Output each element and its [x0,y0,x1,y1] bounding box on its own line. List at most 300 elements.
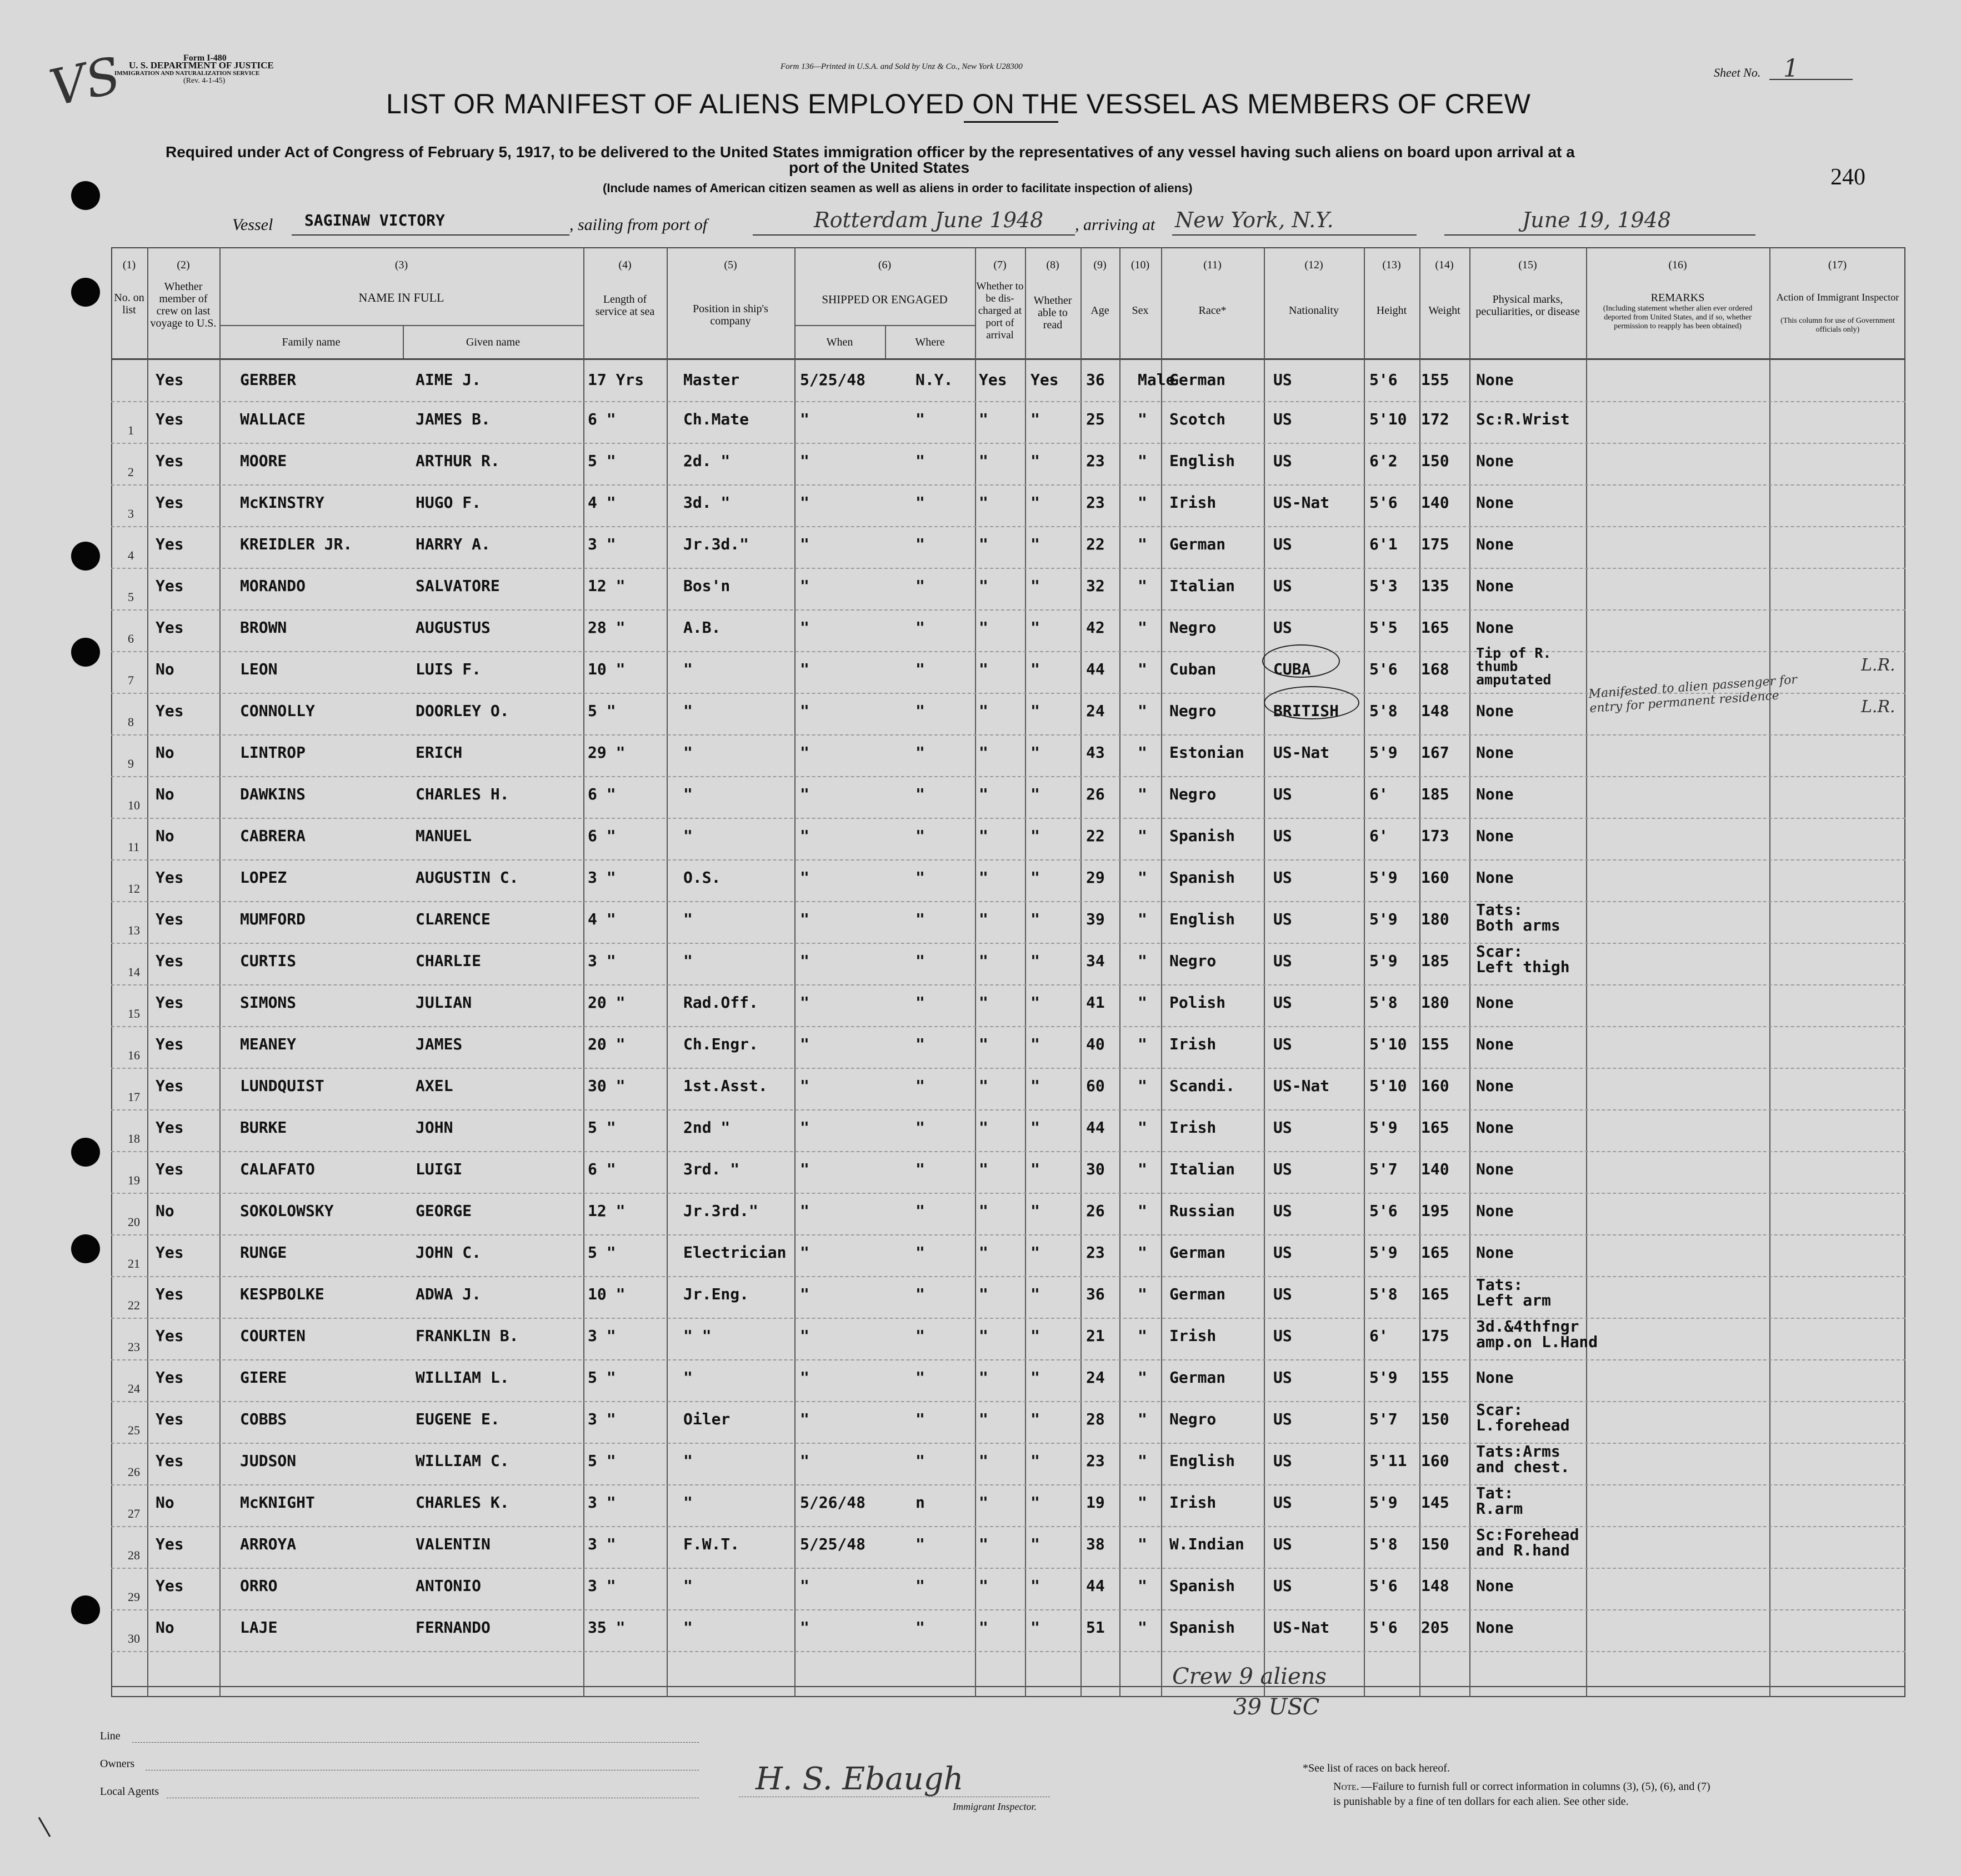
header-length-of-service: Length of service at sea [595,293,655,318]
shipped-where-cell: " [916,827,925,845]
position-cell: " [683,1577,693,1595]
shipped-where-cell: " [916,493,925,512]
shipped-where-cell: " [916,1077,925,1095]
header-height: Height [1376,304,1407,317]
physical-marks-cell: 3d.&4thfngr amp.on L.Hand [1476,1317,1598,1351]
physical-marks-cell: None [1476,1118,1514,1137]
service-length-cell: 3 " [588,1327,616,1345]
crew-last-voyage-cell: Yes [156,1118,184,1137]
crew-last-voyage-cell: Yes [156,1243,184,1262]
shipped-where-cell: " [916,1368,925,1387]
height-cell: 5'9 [1369,1368,1398,1387]
service-length-cell: 30 " [588,1077,626,1095]
nationality-cell: US [1273,618,1292,637]
nationality-cell: US [1273,535,1292,553]
weight-cell: 155 [1421,1368,1449,1387]
sex-cell: " [1138,827,1147,845]
punch-hole [71,638,100,667]
table-row [111,608,1905,650]
header-sex: Sex [1132,304,1149,317]
height-cell: 6' [1369,827,1388,845]
vessel-underline [292,234,569,236]
family-name-cell: MORANDO [240,577,306,595]
race-cell: Irish [1169,1118,1217,1137]
age-cell: 39 [1086,910,1105,928]
able-to-read-cell: " [1030,577,1040,595]
age-cell: 44 [1086,1118,1105,1137]
remarks-handwritten-note: Manifested to alien passenger for entry for permanent residence [1588,673,1798,716]
row-number: 11 [128,840,140,854]
height-cell: 5'6 [1369,493,1398,512]
sex-cell: " [1138,1577,1147,1595]
punch-hole [71,1234,100,1263]
physical-marks-cell: Tats:Arms and chest. [1476,1442,1570,1476]
table-row [111,817,1905,858]
discharged-cell: " [979,910,988,928]
col-num-4: (4) [618,259,632,271]
header-weight: Weight [1428,304,1460,317]
service-length-cell: 10 " [588,1285,626,1303]
shipped-when-cell: " [800,535,809,553]
nationality-cell: US [1273,785,1292,803]
col-num-15: (15) [1518,259,1537,271]
header-family-name: Family name [282,336,341,348]
shipped-where-cell: " [916,1285,925,1303]
given-name-cell: FERNANDO [416,1618,491,1637]
physical-marks-cell: None [1476,493,1514,512]
race-cell: Negro [1169,952,1217,970]
family-name-cell: JUDSON [240,1452,297,1470]
weight-cell: 148 [1421,702,1449,720]
physical-marks-cell: None [1476,452,1514,470]
punch-hole [71,1138,100,1167]
form-service: IMMIGRATION AND NATURALIZATION SERVICE [114,70,260,77]
race-cell: German [1169,535,1226,553]
nationality-cell: US [1273,1243,1292,1262]
weight-cell: 160 [1421,1077,1449,1095]
able-to-read-cell: " [1030,1243,1040,1262]
shipped-when-cell: " [800,1285,809,1303]
given-name-cell: JAMES [416,1035,463,1053]
cuba-circle [1262,644,1340,678]
sex-cell: " [1138,1410,1147,1428]
sex-cell: " [1138,1077,1147,1095]
family-name-cell: BROWN [240,618,287,637]
race-cell: Irish [1169,493,1217,512]
able-to-read-cell: " [1030,743,1040,762]
punch-hole [71,181,100,210]
crew-summary-note: Crew 9 aliens [1172,1664,1327,1689]
crew-last-voyage-cell: No [156,1202,174,1220]
crew-last-voyage-cell: Yes [156,1452,184,1470]
race-cell: Irish [1169,1327,1217,1345]
height-cell: 5'5 [1369,618,1398,637]
height-cell: 5'10 [1369,1077,1407,1095]
row-number: 27 [128,1507,140,1520]
shipped-when-cell: " [800,1118,809,1137]
shipped-where-cell: " [916,1118,925,1137]
header-name-in-full: NAME IN FULL [358,291,444,304]
given-name-cell: MANUEL [416,827,472,845]
row-number: 22 [128,1298,140,1312]
note-text: —Failure to furnish full or correct information in columns (3), (5), (6), and (7) [1361,1780,1710,1793]
shipped-where-cell: " [916,1535,925,1553]
header-where: Where [915,336,945,348]
nationality-cell: US [1273,1035,1292,1053]
able-to-read-cell: " [1030,910,1040,928]
physical-marks-cell: None [1476,868,1514,887]
discharged-cell: " [979,1327,988,1345]
service-length-cell: 10 " [588,660,626,678]
british-circle [1264,686,1359,719]
position-cell: F.W.T. [683,1535,740,1553]
sex-cell: " [1138,1535,1147,1553]
race-cell: English [1169,910,1235,928]
position-cell: " [683,660,693,678]
given-name-cell: AUGUSTIN C. [416,868,519,887]
vessel-label: Vessel [232,216,273,234]
race-cell: Italian [1169,1160,1235,1178]
sex-cell: " [1138,743,1147,762]
service-length-cell: 17 Yrs [588,371,644,389]
sailing-port: Rotterdam June 1948 [814,208,1044,232]
race-cell: English [1169,1452,1235,1470]
crew-last-voyage-cell: No [156,1618,174,1637]
corner-handwritten-mark: VS [44,46,126,118]
header-shipped-engaged: SHIPPED OR ENGAGED [822,293,948,306]
age-cell: 38 [1086,1535,1105,1553]
weight-cell: 172 [1421,410,1449,428]
discharged-cell: " [979,410,988,428]
weight-cell: 180 [1421,910,1449,928]
row-number: 28 [128,1548,140,1562]
sex-cell: " [1138,868,1147,887]
weight-cell: 175 [1421,1327,1449,1345]
nationality-cell: US [1273,1202,1292,1220]
table-row [111,525,1905,567]
discharged-cell: " [979,452,988,470]
age-cell: 25 [1086,410,1105,428]
age-cell: 51 [1086,1618,1105,1637]
nationality-cell: US [1273,1285,1292,1303]
header-action-note: (This column for use of Government officials only) [1780,317,1895,334]
able-to-read-cell: " [1030,702,1040,720]
able-to-read-cell: " [1030,1035,1040,1053]
age-cell: 36 [1086,1285,1105,1303]
race-cell: Scotch [1169,410,1226,428]
table-row [111,1108,1905,1150]
sex-cell: " [1138,1493,1147,1512]
able-to-read-cell: " [1030,535,1040,553]
service-length-cell: 5 " [588,1368,616,1387]
table-row [111,442,1905,483]
sex-cell: " [1138,1202,1147,1220]
age-cell: 60 [1086,1077,1105,1095]
age-cell: 40 [1086,1035,1105,1053]
able-to-read-cell: " [1030,1327,1040,1345]
col-num-17: (17) [1828,259,1847,271]
row-number: 5 [128,590,134,604]
given-name-cell: ERICH [416,743,463,762]
shipped-when-cell: " [800,410,809,428]
physical-marks-cell: None [1476,577,1514,595]
given-name-cell: ARTHUR R. [416,452,500,470]
service-length-cell: 3 " [588,1577,616,1595]
race-cell: Scandi. [1169,1077,1235,1095]
family-name-cell: WALLACE [240,410,306,428]
header-discharged: Whether to be dis-charged at port of arrival [976,281,1024,341]
nationality-cell: US [1273,577,1292,595]
header-position: Position in ship's company [693,303,768,327]
given-name-cell: EUGENE E. [416,1410,500,1428]
physical-marks-cell: Tip of R. thumb amputated [1476,645,1552,688]
table-row [111,1067,1905,1108]
sheet-number: 1 [1783,54,1799,83]
shipped-when-cell: " [800,743,809,762]
shipped-when-cell: " [800,493,809,512]
given-name-cell: ANTONIO [416,1577,482,1595]
able-to-read-cell: Yes [1030,371,1059,389]
age-cell: 44 [1086,1577,1105,1595]
discharged-cell: " [979,1243,988,1262]
weight-cell: 150 [1421,1535,1449,1553]
shipped-where-cell: " [916,452,925,470]
age-cell: 28 [1086,1410,1105,1428]
age-cell: 23 [1086,1243,1105,1262]
nationality-cell: US [1273,910,1292,928]
crew-last-voyage-cell: Yes [156,952,184,970]
physical-marks-cell: Tat: R.arm [1476,1484,1523,1518]
arrival-date: June 19, 1948 [1522,208,1671,232]
shipped-where-cell: " [916,702,925,720]
physical-marks-cell: None [1476,535,1514,553]
age-cell: 36 [1086,371,1105,389]
crew-last-voyage-cell: Yes [156,1077,184,1095]
shipped-when-cell: " [800,1368,809,1387]
form-id: Form I-480 [183,53,227,63]
crew-last-voyage-cell: No [156,743,174,762]
crew-last-voyage-cell: Yes [156,410,184,428]
subtitle-note: (Include names of American citizen seamen as well as aliens in order to facilitate inspection of aliens) [603,181,1193,195]
family-name-cell: ORRO [240,1577,278,1595]
table-row [111,400,1905,442]
crew-last-voyage-cell: Yes [156,493,184,512]
physical-marks-cell: None [1476,993,1514,1012]
sex-cell: " [1138,1035,1147,1053]
discharged-cell: " [979,1577,988,1595]
table-row [111,1192,1905,1233]
weight-cell: 175 [1421,535,1449,553]
name-subheader-line [219,325,583,326]
row-number: 29 [128,1590,140,1604]
position-cell: Rad.Off. [683,993,758,1012]
height-cell: 5'9 [1369,1493,1398,1512]
given-name-cell: WILLIAM L. [416,1368,509,1387]
note-label: Note. [1333,1780,1359,1793]
arriving-underline [1172,234,1417,236]
shipped-when-cell: " [800,868,809,887]
height-cell: 5'6 [1369,660,1398,678]
age-cell: 44 [1086,660,1105,678]
shipped-where-cell: " [916,785,925,803]
nationality-cell: US-Nat [1273,1618,1330,1637]
given-name-cell: JAMES B. [416,410,491,428]
race-cell: W.Indian [1169,1535,1244,1553]
height-cell: 5'9 [1369,743,1398,762]
sex-cell: Male [1138,371,1175,389]
family-name-cell: McKINSTRY [240,493,324,512]
col-num-10: (10) [1130,259,1150,271]
race-cell: Spanish [1169,1577,1235,1595]
weight-cell: 195 [1421,1202,1449,1220]
service-length-cell: 3 " [588,868,616,887]
service-length-cell: 29 " [588,743,626,762]
crew-summary-note-2: 39 USC [1233,1694,1320,1720]
discharged-cell: " [979,993,988,1012]
nationality-cell: US [1273,1368,1292,1387]
sex-cell: " [1138,618,1147,637]
height-cell: 5'6 [1369,1202,1398,1220]
race-cell: Irish [1169,1493,1217,1512]
age-cell: 23 [1086,1452,1105,1470]
table-row [111,1150,1905,1192]
able-to-read-cell: " [1030,1202,1040,1220]
able-to-read-cell: " [1030,410,1040,428]
shipped-when-cell: " [800,827,809,845]
given-name-cell: GEORGE [416,1202,472,1220]
discharged-cell: " [979,785,988,803]
shipped-when-cell: " [800,1035,809,1053]
footer-line-underline [132,1742,699,1743]
header-remarks-note: (Including statement whether alien ever ordered deported from United States, and if so, whether permission to reapply has been obtained) [1603,304,1753,331]
nationality-cell: BRITISH [1273,702,1339,720]
weight-cell: 180 [1421,993,1449,1012]
physical-marks-cell: None [1476,1202,1514,1220]
col-num-9: (9) [1093,259,1107,271]
service-length-cell: 6 " [588,827,616,845]
service-length-cell: 5 " [588,1118,616,1137]
table-row [111,1358,1905,1400]
family-name-cell: SIMONS [240,993,297,1012]
shipped-when-cell: " [800,1243,809,1262]
height-cell: 5'8 [1369,993,1398,1012]
given-name-cell: VALENTIN [416,1535,491,1553]
discharged-cell: " [979,827,988,845]
sex-cell: " [1138,993,1147,1012]
weight-cell: 205 [1421,1618,1449,1637]
able-to-read-cell: " [1030,1285,1040,1303]
family-name-cell: LEON [240,660,278,678]
crew-last-voyage-cell: No [156,827,174,845]
punch-hole [71,278,100,307]
given-name-cell: AIME J. [416,371,482,389]
physical-marks-cell: Tats: Both arms [1476,901,1560,934]
weight-cell: 145 [1421,1493,1449,1512]
header-bottom-line [111,358,1905,360]
service-length-cell: 6 " [588,410,616,428]
family-name-cell: DAWKINS [240,785,306,803]
height-cell: 5'3 [1369,577,1398,595]
shipped-when-cell: 5/25/48 [800,371,866,389]
height-cell: 5'11 [1369,1452,1407,1470]
col-num-14: (14) [1435,259,1454,271]
family-name-cell: MUMFORD [240,910,306,928]
shipped-where-cell: " [916,1202,925,1220]
sex-cell: " [1138,493,1147,512]
able-to-read-cell: " [1030,1410,1040,1428]
given-name-cell: LUIGI [416,1160,463,1178]
shipped-where-cell: " [916,868,925,887]
position-cell: Ch.Engr. [683,1035,758,1053]
family-name-cell: GIERE [240,1368,287,1387]
weight-cell: 185 [1421,785,1449,803]
header-able-to-read: Whether able to read [1033,294,1072,331]
sex-cell: " [1138,785,1147,803]
col-num-11: (11) [1203,259,1222,271]
form-revision: (Rev. 4-1-45) [183,77,226,85]
age-cell: 32 [1086,577,1105,595]
height-cell: 5'8 [1369,702,1398,720]
weight-cell: 165 [1421,1243,1449,1262]
family-name-cell: CALAFATO [240,1160,315,1178]
family-name-cell: COURTEN [240,1327,306,1345]
position-cell: 2nd " [683,1118,731,1137]
height-cell: 5'9 [1369,910,1398,928]
shipped-when-cell: " [800,452,809,470]
shipped-where-cell: " [916,993,925,1012]
position-cell: 3rd. " [683,1160,740,1178]
position-cell: A.B. [683,618,721,637]
height-cell: 6' [1369,1327,1388,1345]
vessel-name: SAGINAW VICTORY [304,211,445,229]
row-number: 8 [128,715,134,729]
physical-marks-cell: Scar: Left thigh [1476,942,1570,976]
crew-last-voyage-cell: Yes [156,371,184,389]
col-num-7: (7) [993,259,1007,271]
crew-last-voyage-cell: No [156,785,174,803]
given-name-cell: ADWA J. [416,1285,482,1303]
service-length-cell: 35 " [588,1618,626,1637]
row-number: 18 [128,1132,140,1145]
discharged-cell: " [979,535,988,553]
crew-last-voyage-cell: Yes [156,1327,184,1345]
header-when: When [826,336,853,348]
shipped-when-cell: " [800,1077,809,1095]
crew-last-voyage-cell: Yes [156,910,184,928]
row-number: 19 [128,1173,140,1187]
sex-cell: " [1138,1452,1147,1470]
weight-cell: 167 [1421,743,1449,762]
table-row [111,1442,1905,1483]
position-cell: " " [683,1327,712,1345]
height-cell: 5'9 [1369,868,1398,887]
height-cell: 6' [1369,785,1388,803]
crew-last-voyage-cell: Yes [156,1410,184,1428]
table-row [111,733,1905,775]
able-to-read-cell: " [1030,660,1040,678]
family-name-cell: MEANEY [240,1035,297,1053]
header-crew-last-voyage: Whether member of crew on last voyage to U.S. [150,281,217,329]
given-name-cell: LUIS F. [416,660,482,678]
sailing-underline [753,234,1075,236]
physical-marks-cell: None [1476,785,1514,803]
shipped-when-cell: 5/26/48 [800,1493,866,1512]
weight-cell: 160 [1421,1452,1449,1470]
age-cell: 24 [1086,1368,1105,1387]
sex-cell: " [1138,452,1147,470]
row-number: 17 [128,1090,140,1104]
note-text-2: is punishable by a fine of ten dollars for each alien. See other side. [1333,1795,1629,1808]
